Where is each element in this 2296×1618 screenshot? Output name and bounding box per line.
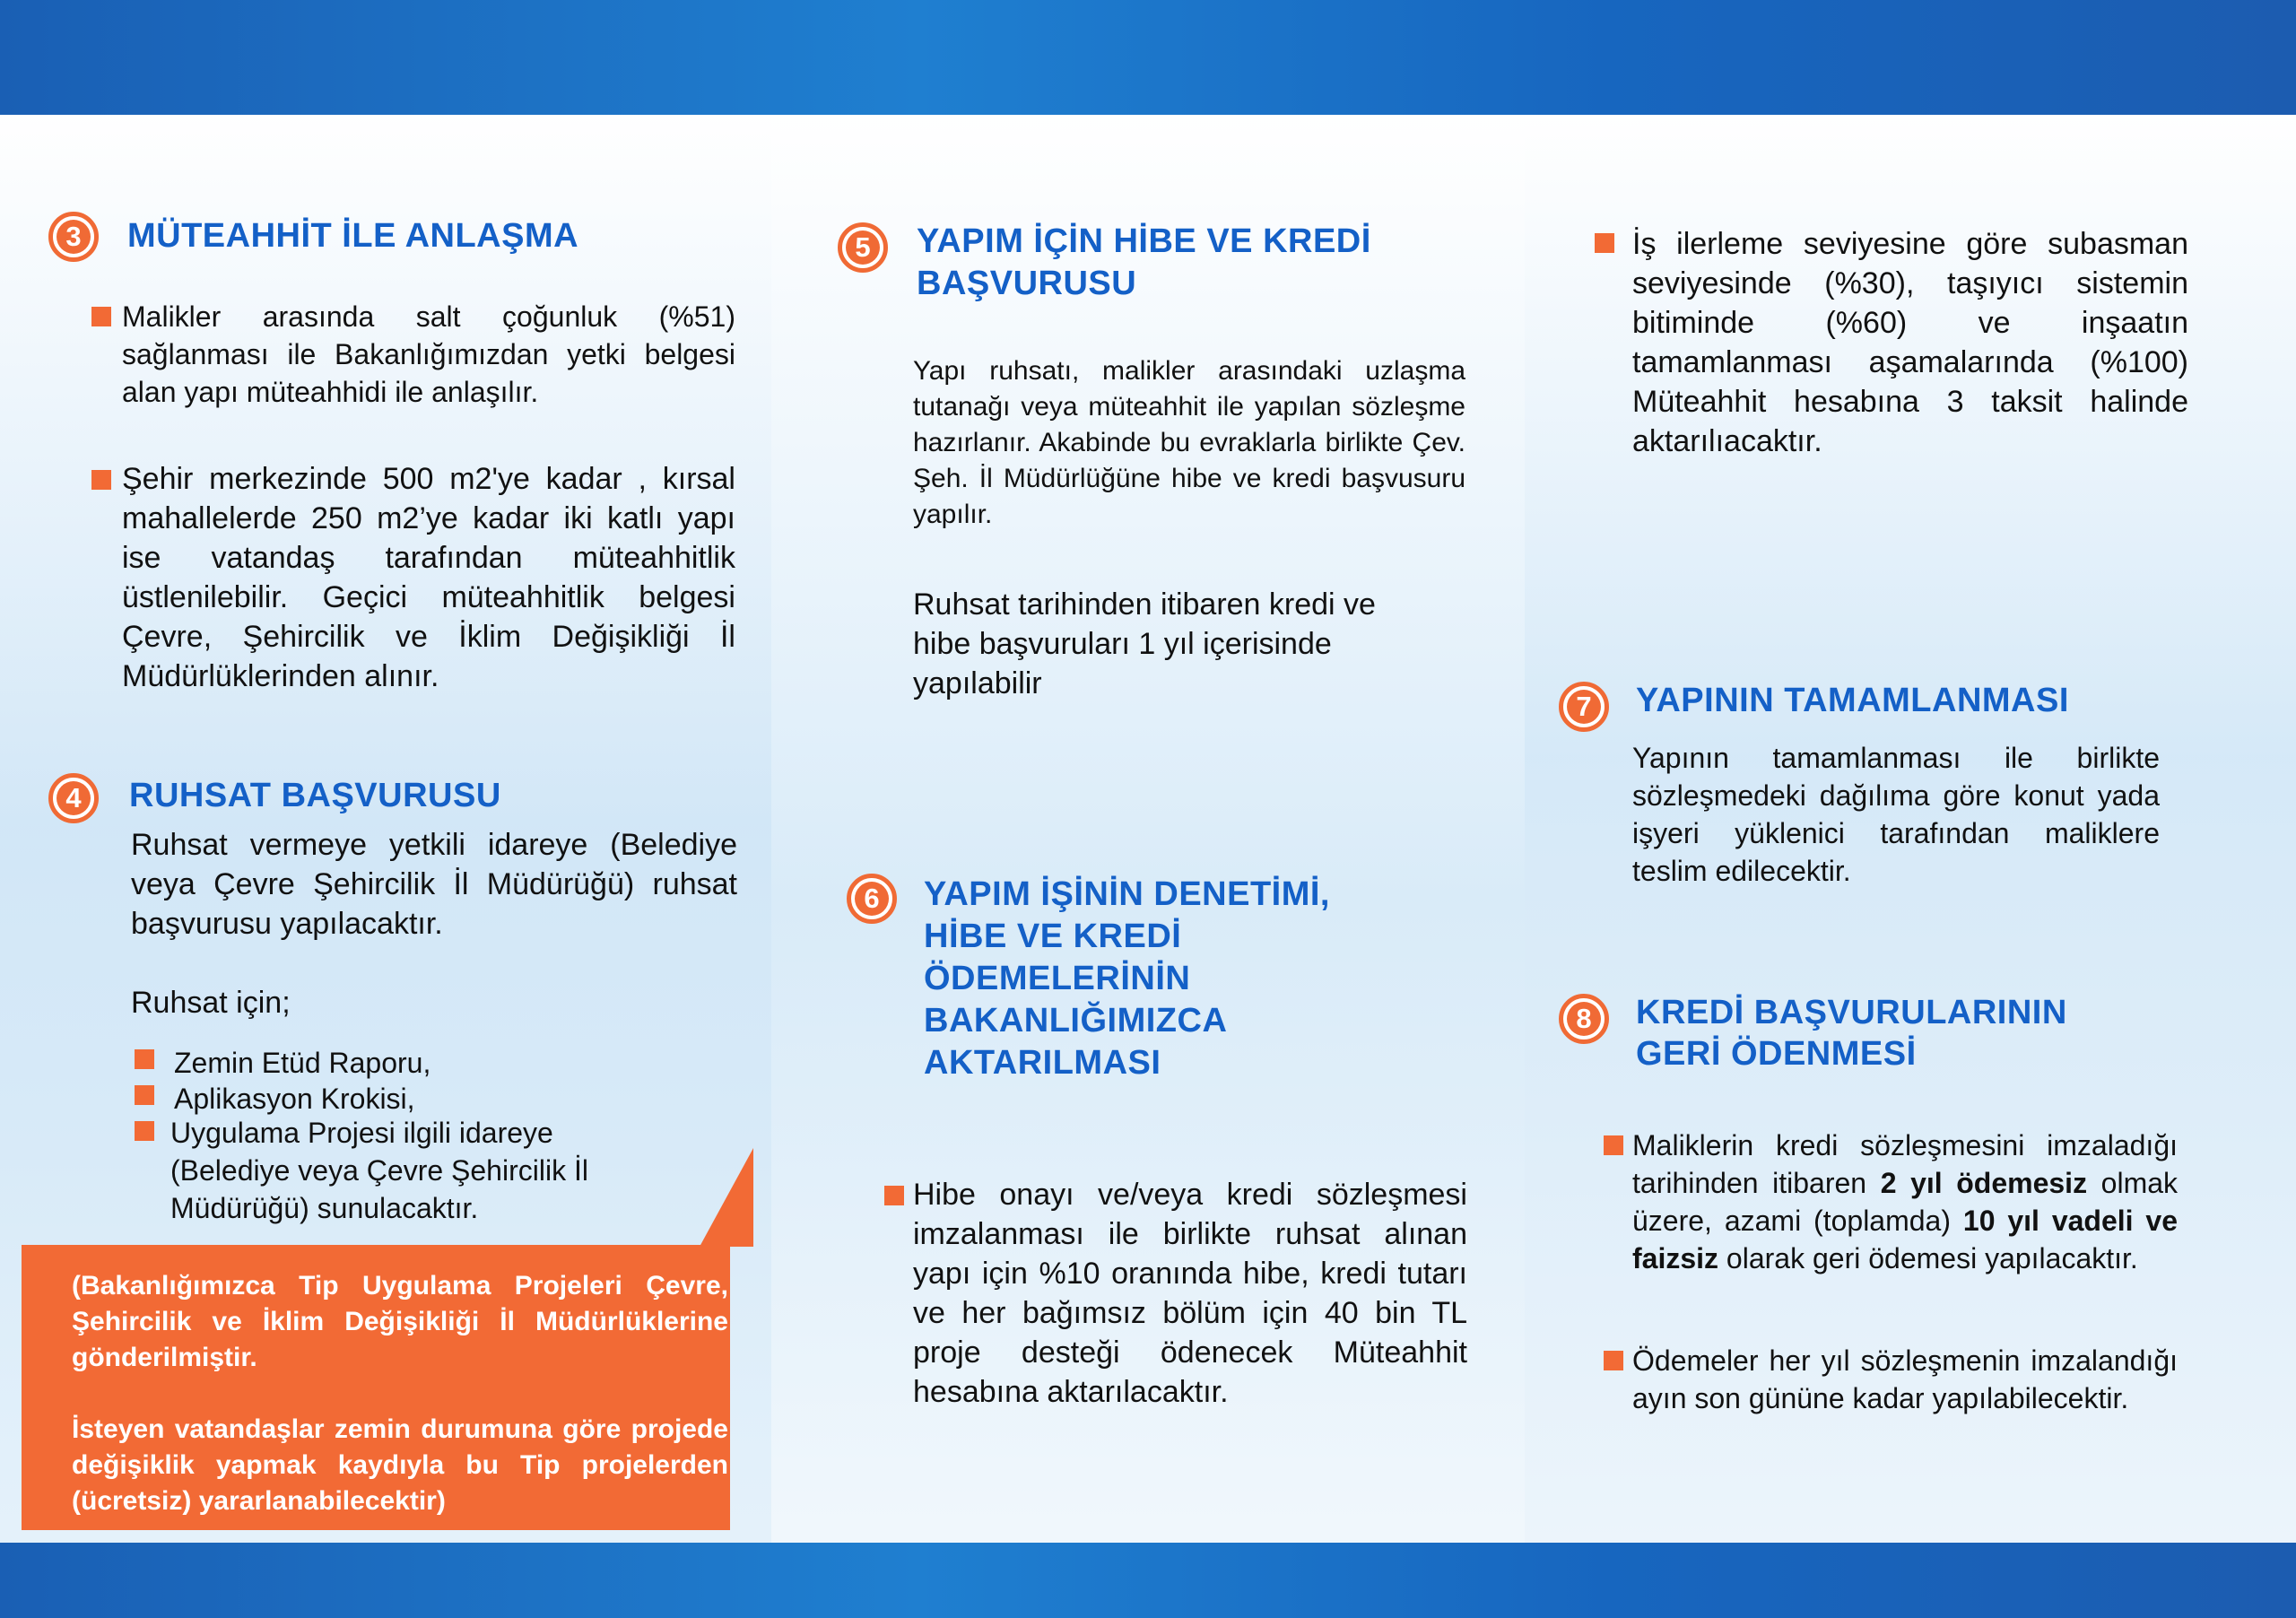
- section-title: YAPIM İŞİNİN DENETİMİ,: [924, 875, 1330, 913]
- bullet-square: [135, 1049, 154, 1069]
- section-title: GERİ ÖDENMESİ: [1636, 1035, 1917, 1073]
- step-number-badge: 3: [48, 212, 99, 262]
- section-title: MÜTEAHHİT İLE ANLAŞMA: [127, 217, 579, 255]
- bullet-square: [135, 1085, 154, 1105]
- bullet-square: [1604, 1351, 1623, 1370]
- list-item: Uygulama Projesi ilgili idareye (Belediye veya Çevre Şehircilik İl Müdürüğü) sunulacaktır.: [170, 1117, 588, 1224]
- paragraph: İş ilerleme seviyesine göre subasman seviyesinde (%30), taşıyıcı sistemin bitiminde (%60) ve inşaatın tamamlanması aşamalarında (%100) Müteahhit hesabına 3 taksit halinde aktarılıacaktır.: [1632, 227, 2188, 458]
- paragraph: [1632, 1127, 2178, 1277]
- paragraph: Şehir merkezinde 500 m2'ye kadar , kırsal mahallelerde 250 m2’ye kadar iki katlı yapı ise vatandaş tarafından müteahhitlik üstlenilebilir. Geçici müteahhitlik belgesi Çevre, Şehircilik ve İklim Değişikliği İl Müdürlüklerinden alınır.: [122, 462, 735, 693]
- bold-text: 10 yıl vadeli ve faizsiz: [1632, 1205, 2179, 1274]
- note-text: (Bakanlığımızca Tip Uygulama Projeleri Çevre, Şehircilik ve İklim Değişikliği İl Müdürlüklerine gönderilmiştir.: [72, 1271, 728, 1372]
- paragraph: Ruhsat vermeye yetkili idareye (Belediye veya Çevre Şehircilik İl Müdürüğü) ruhsat başvurusu yapılacaktır.: [131, 828, 737, 941]
- bullet-square: [91, 470, 111, 490]
- top-banner: [0, 0, 2296, 115]
- section-title: YAPININ TAMAMLANMASI: [1636, 682, 2069, 719]
- step-number-badge: 6: [847, 874, 897, 924]
- note-text: İsteyen vatandaşlar zemin durumuna göre projede değişiklik yapmak kaydıyla bu Tip projelerden (ücretsiz) yararlanabilecektir): [72, 1414, 728, 1516]
- paragraph: Ödemeler her yıl sözleşmenin imzalandığı ayın son gününe kadar yapılabilecektir.: [1632, 1344, 2178, 1414]
- bottom-banner: [0, 1543, 2296, 1618]
- section-title: HİBE VE KREDİ: [924, 918, 1182, 955]
- paragraph: Malikler arasında salt çoğunluk (%51) sağlanması ile Bakanlığımızdan yetki belgesi alan yapı müteahhidi ile anlaşılır.: [122, 300, 735, 408]
- bullet-square: [91, 307, 111, 326]
- note-box: [22, 1245, 730, 1530]
- bullet-square: [1595, 233, 1614, 253]
- section-title: YAPIM İÇİN HİBE VE KREDİ: [917, 222, 1371, 260]
- step-number-badge: 5: [838, 222, 888, 273]
- paragraph: Yapının tamamlanması ile birlikte sözleşmedeki dağılıma göre konut yada işyeri yüklenici tarafından maliklere teslim edilecektir.: [1632, 742, 2160, 887]
- section-title: BAKANLIĞIMIZCA: [924, 1002, 1228, 1040]
- paragraph: Ruhsat için;: [131, 986, 291, 1020]
- text-run: Maliklerin kredi sözleşmesini imzaladığı tarihinden itibaren: [1632, 1129, 2178, 1199]
- section-title: ÖDEMELERİNİN: [924, 960, 1191, 997]
- bullet-square: [1604, 1135, 1623, 1155]
- section-title: AKTARILMASI: [924, 1044, 1161, 1082]
- text-run: olarak geri ödemesi yapılacaktır.: [1718, 1242, 2138, 1274]
- paragraph: Hibe onayı ve/veya kredi sözleşmesi imzalanması ile birlikte ruhsat alınan yapı için %10 oranında hibe, kredi tutarı ve her bağımsız bölüm için 40 bin TL proje desteği ödenecek Müteahhit hesabına aktarılacaktır.: [913, 1178, 1467, 1409]
- section-title: BAŞVURUSU: [917, 265, 1137, 302]
- paragraph: Yapı ruhsatı, malikler arasındaki uzlaşma tutanağı veya müteahhit ile yapılan sözleşme hazırlanır. Akabinde bu evraklarla birlikte Çev. Şeh. İl Müdürlüğüne hibe ve kredi başvusuru yapılır.: [913, 356, 1465, 529]
- bullet-square: [884, 1186, 904, 1205]
- step-number-badge: 4: [48, 773, 99, 823]
- step-number-badge: 8: [1559, 994, 1609, 1044]
- list-item: Zemin Etüd Raporu,: [174, 1047, 431, 1079]
- bold-text: 2 yıl ödemesiz: [1880, 1167, 2088, 1199]
- text-run: olmak üzere, azami (toplamda): [1632, 1167, 2179, 1237]
- step-number-badge: 7: [1559, 682, 1609, 732]
- paragraph: Ruhsat tarihinden itibaren kredi ve hibe başvuruları 1 yıl içerisinde yapılabilir: [913, 587, 1376, 700]
- note-box-corner: [700, 1148, 753, 1247]
- section-title: KREDİ BAŞVURULARININ: [1636, 994, 2067, 1031]
- section-title: RUHSAT BAŞVURUSU: [129, 777, 501, 814]
- list-item: Aplikasyon Krokisi,: [174, 1083, 415, 1115]
- bullet-square: [135, 1121, 154, 1141]
